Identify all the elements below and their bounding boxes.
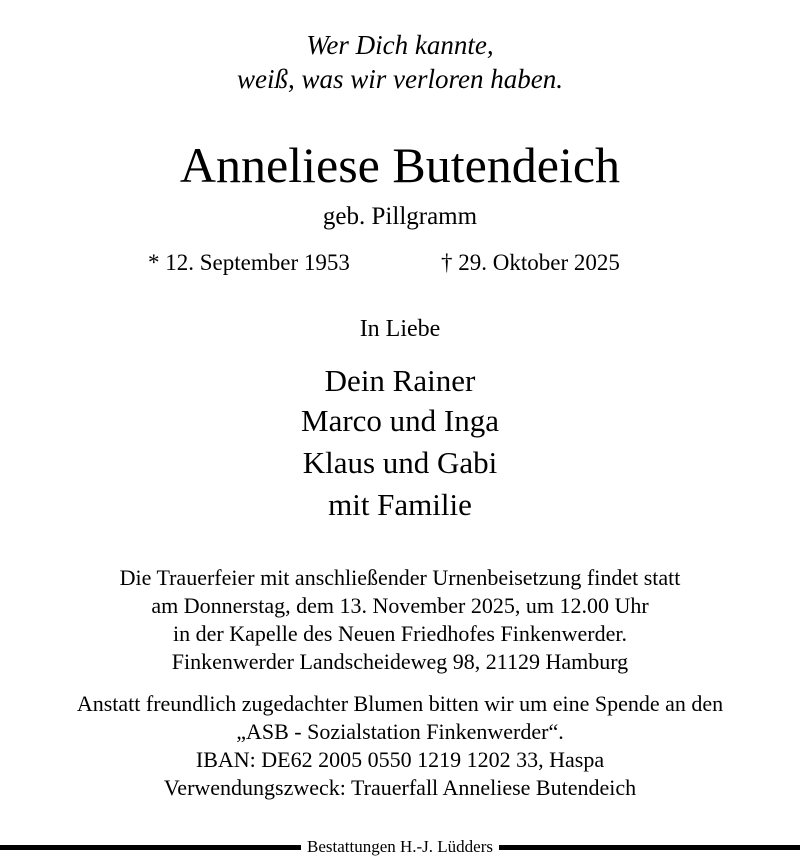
undertaker-name: Bestattungen H.-J. Lüdders [306,837,494,856]
donation-info-line: „ASB - Sozialstation Finkenwerder“. [236,719,564,744]
donation-info-line: Verwendungszweck: Trauerfall Anneliese Butendeich [163,775,637,800]
family-line: Dein Rainer [324,363,476,398]
donation-info-line: Anstatt freundlich zugedachter Blumen bitten wir um eine Spende an den [76,691,724,716]
footer-rule-left [0,845,301,850]
family-line: Klaus und Gabi [302,445,498,480]
funeral-info-line: Finkenwerder Landscheideweg 98, 21129 Hamburg [171,649,629,674]
birth-name: geb. Pillgramm [322,203,478,230]
donation-info-line: IBAN: DE62 2005 0550 1219 1202 33, Haspa [195,747,605,772]
funeral-info-line: in der Kapelle des Neuen Friedhofes Finkenwerder. [173,621,627,646]
death-date: † 29. Oktober 2025 [441,250,620,275]
funeral-info-line: Die Trauerfeier mit anschließender Urnenbeisetzung findet statt [119,565,681,590]
birth-date: * 12. September 1953 [148,250,350,275]
undertaker-footer [0,834,800,860]
deceased-name: Anneliese Butendeich [179,137,621,193]
funeral-info-line: am Donnerstag, dem 13. November 2025, um 12.00 Uhr [151,593,649,618]
in-love-label: In Liebe [359,316,441,342]
motto-line-1: Wer Dich kannte, [306,30,494,60]
family-line: mit Familie [328,487,472,522]
motto-line-2: weiß, was wir verloren haben. [237,64,563,94]
footer-rule-right [499,845,800,850]
family-line: Marco und Inga [301,403,499,438]
